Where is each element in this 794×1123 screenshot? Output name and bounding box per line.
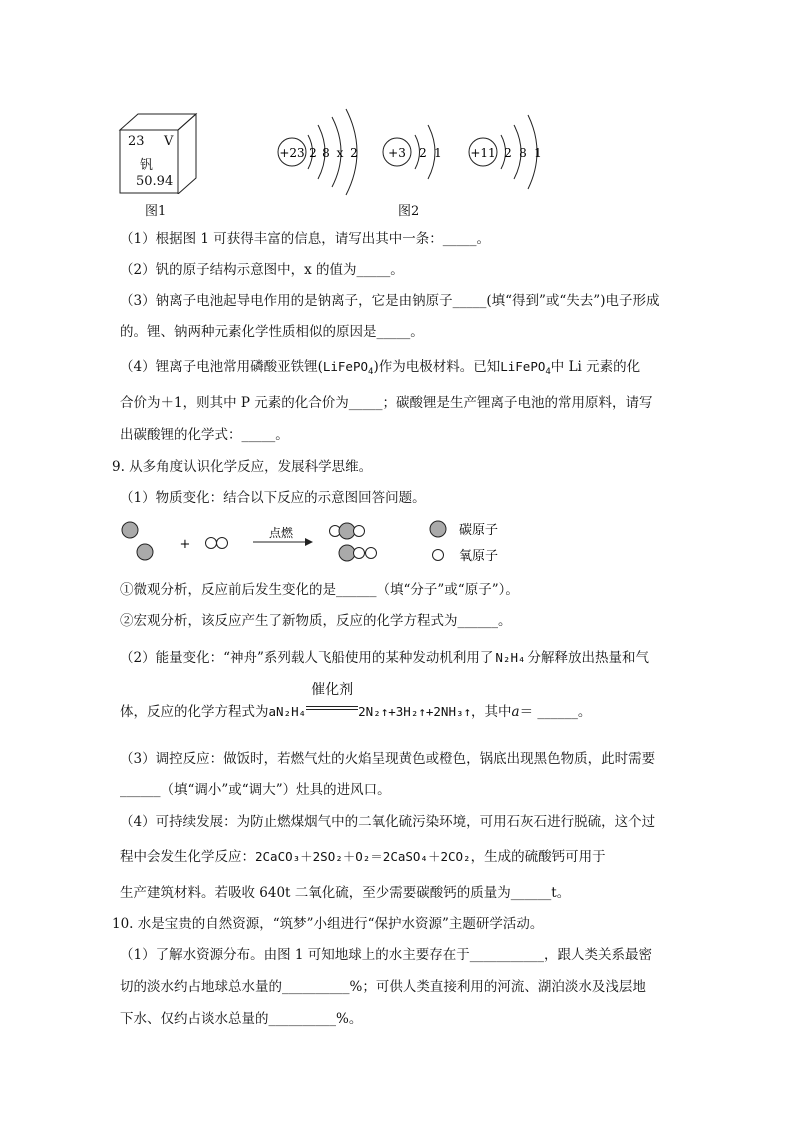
formula-lifepo4: [500, 359, 551, 377]
shell-3: 1: [534, 146, 542, 160]
formula-subscript: 4: [368, 367, 374, 377]
figure-1-caption: 图1: [145, 204, 167, 219]
text-segment: 中 Li 元素的化: [550, 359, 641, 375]
q10-title: 10. 水是宝贵的自然资源，“筑梦”小组进行“保护水资源”主题研学活动。: [112, 916, 544, 932]
q8-part2: （2）钒的原子结构示意图中，x 的值为_____。: [120, 262, 404, 278]
atom-diagram-lithium: [383, 125, 442, 179]
q10-part1-line2: 切的淡水约占地球总水量的__________%；可供人类直接利用的河流、湖泊淡水及浅层地: [120, 979, 646, 995]
q10-part1-line3: 下水、仅约占谈水总量的__________%。: [120, 1011, 363, 1027]
q9-part4-line2: [120, 848, 606, 866]
q9-part3-line2: ______（填“调小”或“调大”）灶具的进风口。: [120, 782, 391, 798]
shell-3: x: [336, 146, 344, 160]
plus-sign: +: [179, 537, 191, 552]
text-segment: ＝ ______。: [519, 704, 592, 720]
product-molecules: [330, 523, 377, 561]
q9-part2-line2: [120, 682, 592, 721]
legend-carbon-label: 碳原子: [459, 523, 499, 538]
nucleus-label: +23: [279, 146, 305, 160]
reaction-arrow: [253, 525, 313, 546]
variable-a: a: [511, 704, 520, 720]
q9-part1: （1）物质变化：结合以下反应的示意图回答问题。: [120, 490, 426, 506]
equals-line: [306, 706, 358, 707]
atom-diagram-vanadium: [278, 109, 358, 195]
q8-part1: （1）根据图 1 可获得丰富的信息，请写出其中一条：_____。: [120, 231, 491, 247]
q8-part4-line1: [120, 358, 640, 381]
q9-part1-item2: ②宏观分析，该反应产生了新物质，反应的化学方程式为______。: [120, 613, 512, 629]
legend-oxygen-label: 氧原子: [459, 549, 499, 564]
q9-part4-line1: （4）可持续发展：为防止燃煤烟气中的二氧化硫污染环境，可用石灰石进行脱硫，这个过: [120, 814, 656, 830]
q9-title: 9. 从多角度认识化学反应，发展科学思维。: [112, 459, 373, 475]
figure-1: [118, 112, 198, 194]
formula-subscript: 4: [545, 367, 551, 377]
equation-left: aN₂H₄: [268, 704, 307, 719]
desulfurization-equation: 2CaCO₃＋2SO₂＋O₂＝2CaSO₄＋2CO₂: [255, 849, 471, 864]
shell-2: 8: [519, 146, 527, 160]
equation-right: 2N₂↑+3H₂↑+2NH₃↑: [358, 704, 472, 719]
reactant-oxygen-molecule: [206, 538, 228, 549]
shell-1: 2: [419, 146, 427, 160]
figure-2-caption: 图2: [398, 204, 420, 219]
nucleus-label: +11: [470, 146, 496, 160]
formula-body: LiFePO: [500, 359, 546, 374]
element-name: 钒: [140, 158, 154, 173]
q10-part1-line1: （1）了解水资源分布。由图 1 可知地球上的水主要存在于___________，跟人类关系最密: [120, 947, 653, 963]
shell-4: 2: [350, 146, 358, 160]
q8-part4-line3: 出碳酸锂的化学式：_____。: [120, 427, 289, 443]
q8-part4-line2: 合价为＋1，则其中 P 元素的化合价为_____；碳酸锂是生产锂离子电池的常用原料，请写: [120, 395, 653, 411]
q8-part3-line1: （3）钠离子电池起导电作用的是钠离子，它是由钠原子_____(填“得到”或“失去”)电子形成: [120, 293, 660, 309]
catalyst-label: 催化剂: [311, 682, 354, 698]
shell-1: 2: [309, 146, 317, 160]
reactant-carbon-atoms: [122, 522, 153, 560]
text-segment: （2）能量变化：“神舟”系列载人飞船使用的某种发动机利用了: [120, 650, 494, 666]
text-segment: （4）锂离子电池常用磷酸亚铁锂(: [120, 359, 323, 375]
equals-line: [306, 709, 358, 710]
element-symbol: V: [164, 134, 174, 149]
atom-diagram-sodium: [469, 115, 542, 189]
formula-lifepo4: [322, 359, 374, 377]
text-segment: 分解释放出热量和气: [527, 650, 650, 666]
reaction-diagram: [115, 518, 535, 568]
legend: [430, 521, 498, 564]
q9-part1-item1: ①微观分析，反应前后发生变化的是______（填“分子”或“原子”）。: [120, 582, 519, 598]
reaction-condition: 点燃: [268, 526, 294, 540]
shell-2: 8: [322, 146, 330, 160]
formula-body: LiFePO: [322, 359, 369, 374]
formula-n2h4: N₂H₄: [495, 650, 526, 665]
text-segment: ，生成的硫酸钙可用于: [470, 849, 606, 865]
text-segment: 体，反应的化学方程式为: [120, 704, 269, 720]
atomic-number: 23: [128, 134, 145, 149]
text-segment: 程中会发生化学反应：: [120, 849, 255, 865]
q9-part3-line1: （3）调控反应：做饭时，若燃气灶的火焰呈现黄色或橙色，锅底出现黑色物质，此时需要: [120, 751, 656, 767]
figure-2: [270, 105, 570, 200]
q9-part4-line3: 生产建筑材料。若吸收 640t 二氧化硫，至少需要碳酸钙的质量为______t。: [120, 885, 571, 901]
shell-2: 1: [434, 146, 442, 160]
text-segment: )作为电极材料。已知: [373, 359, 501, 375]
nucleus-label: +3: [388, 146, 406, 160]
shell-1: 2: [504, 146, 512, 160]
atomic-mass: 50.94: [136, 174, 174, 189]
q8-part3-line2: 的。锂、钠两种元素化学性质相似的原因是_____。: [120, 324, 424, 340]
equation-condition: [306, 682, 358, 721]
q9-part2-line1: [120, 649, 649, 667]
text-segment: ，其中: [471, 704, 512, 720]
